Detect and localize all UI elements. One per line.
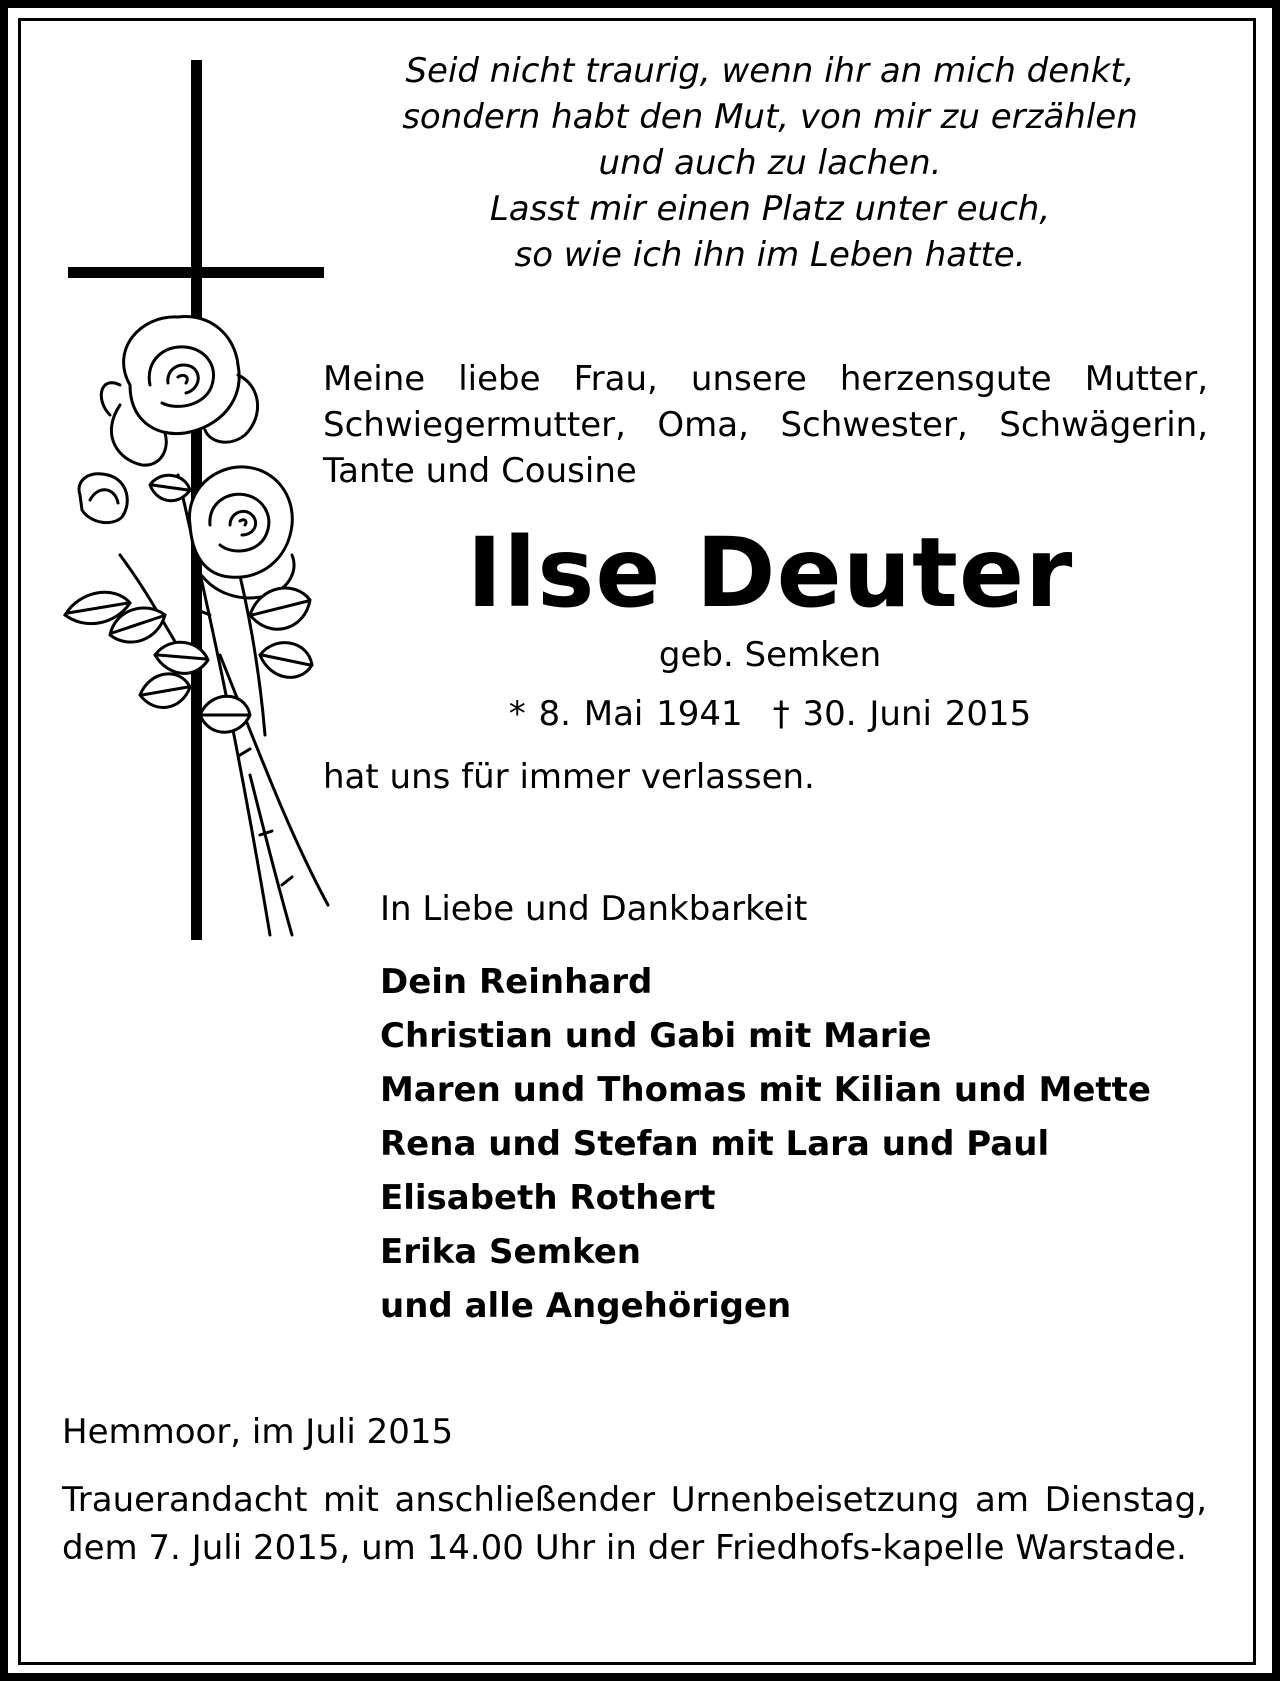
- signers-list: [380, 955, 1151, 1333]
- deceased-name: Ilse Deuter: [466, 517, 1074, 629]
- signer-name: Maren und Thomas mit Kilian und Mette: [380, 1070, 1151, 1110]
- poem-line: sondern habt den Mut, von mir zu erzählen: [402, 97, 1138, 137]
- maiden-name: geb. Semken: [658, 635, 882, 675]
- memorial-poem: [330, 48, 1210, 278]
- signer-name: Dein Reinhard: [380, 962, 653, 1002]
- signer-name: Elisabeth Rothert: [380, 1178, 716, 1218]
- thanks-line: In Liebe und Dankbarkeit: [380, 889, 808, 929]
- signer-name: Christian und Gabi mit Marie: [380, 1016, 932, 1056]
- poem-line: Seid nicht traurig, wenn ihr an mich denkt,: [405, 51, 1135, 91]
- life-dates: [330, 693, 1210, 735]
- cross-with-roses-illustration: [60, 55, 350, 955]
- poem-line: Lasst mir einen Platz unter euch,: [489, 189, 1051, 229]
- intro-text: Meine liebe Frau, unsere herzensgute Mutter, Schwiegermutter, Oma, Schwester, Schwägerin, Tante und Cousine: [323, 359, 1208, 491]
- poem-line: und auch zu lachen.: [598, 143, 942, 183]
- poem-line: so wie ich ihn im Leben hatte.: [514, 235, 1026, 275]
- death-date: † 30. Juni 2015: [772, 694, 1032, 734]
- place-date: Hemmoor, im Juli 2015: [62, 1412, 454, 1452]
- birth-date: * 8. Mai 1941: [508, 694, 743, 734]
- service-notice: Trauerandacht mit anschließender Urnenbeisetzung am Dienstag, dem 7. Juli 2015, um 14.00 Uhr in der Friedhofs-kapelle Warstade.: [62, 1480, 1207, 1568]
- signer-name: Erika Semken: [380, 1232, 641, 1272]
- signer-name: und alle Angehörigen: [380, 1286, 792, 1326]
- signer-name: Rena und Stefan mit Lara und Paul: [380, 1124, 1050, 1164]
- passed-text: hat uns für immer verlassen.: [323, 757, 815, 797]
